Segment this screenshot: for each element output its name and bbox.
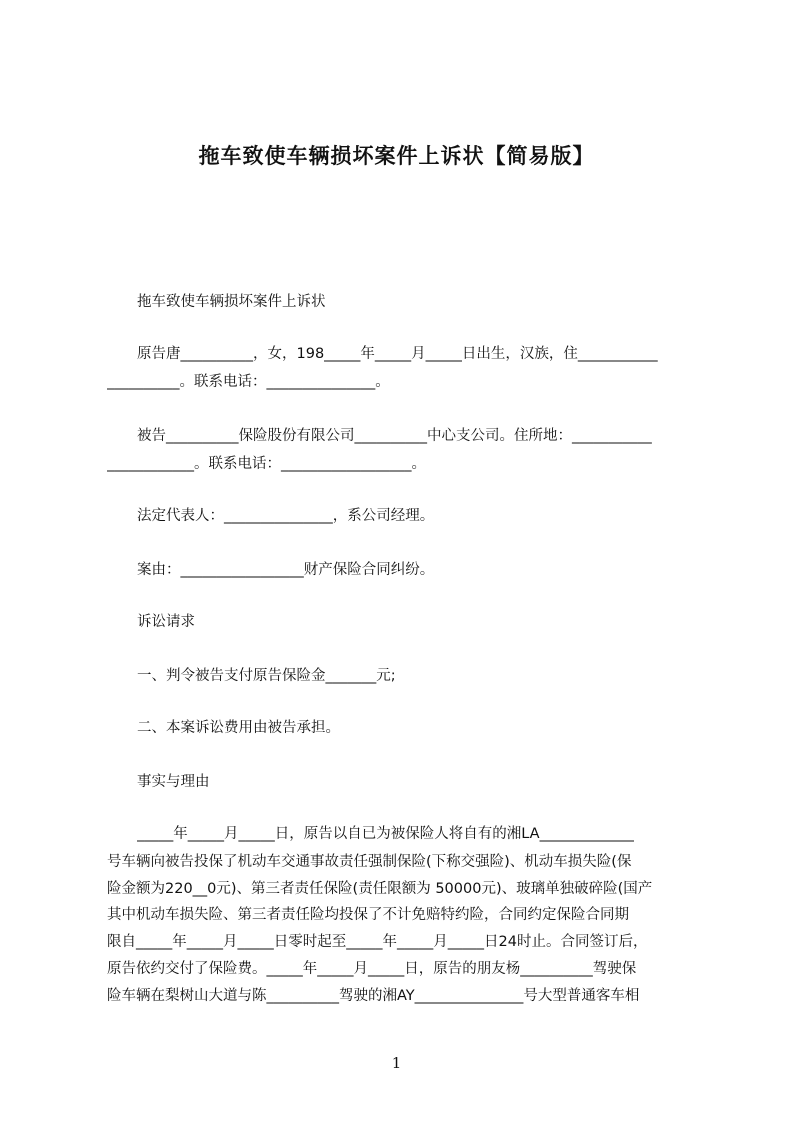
- defendant-line-1: 被告__________保险股份有限公司__________中心支公司。住所地：___________: [137, 428, 652, 444]
- facts-line-7: 险车辆在梨树山大道与陈__________驾驶的湘AY_______________号大型普通客车相: [107, 988, 640, 1004]
- facts-heading: 事实与理由: [137, 774, 210, 790]
- defendant-line-2: ____________。联系电话：__________________。: [107, 456, 426, 472]
- facts-line-3: 险金额为220__0元)、第三者责任保险(责任限额为 50000元)、玻璃单独破碎险(国产: [107, 881, 653, 897]
- plaintiff-line-1: 原告唐__________，女，198_____年_____月_____日出生，汉族，住___________: [137, 346, 658, 362]
- facts-line-5: 限自_____年_____月_____日零时起至_____年_____月_____日24时止。合同签订后，: [107, 934, 648, 950]
- claim-item-1: 一、判令被告支付原告保险金_______元;: [137, 668, 396, 684]
- document-title: 拖车致使车辆损坏案件上诉状【简易版】: [198, 144, 595, 168]
- case-cause: 案由：_________________财产保险合同纠纷。: [137, 562, 435, 578]
- legal-representative: 法定代表人：_______________，系公司经理。: [137, 508, 435, 524]
- claims-heading: 诉讼请求: [137, 614, 195, 630]
- facts-line-4: 其中机动车损失险、第三者责任险均投保了不计免赔特约险，合同约定保险合同期: [107, 907, 629, 923]
- plaintiff-line-2: __________。联系电话：_______________。: [107, 374, 390, 390]
- claim-item-2: 二、本案诉讼费用由被告承担。: [137, 720, 340, 736]
- facts-line-2: 号车辆向被告投保了机动车交通事故责任强制保险(下称交强险)、机动车损失险(保: [107, 854, 632, 870]
- document-subtitle: 拖车致使车辆损坏案件上诉状: [137, 294, 326, 310]
- facts-line-1: _____年_____月_____日，原告以自已为被保险人将自有的湘LA_____________: [137, 826, 634, 842]
- page-number: 1: [391, 1054, 402, 1072]
- facts-line-6: 原告依约交付了保险费。_____年_____月_____日，原告的朋友杨__________驾驶保: [107, 961, 637, 977]
